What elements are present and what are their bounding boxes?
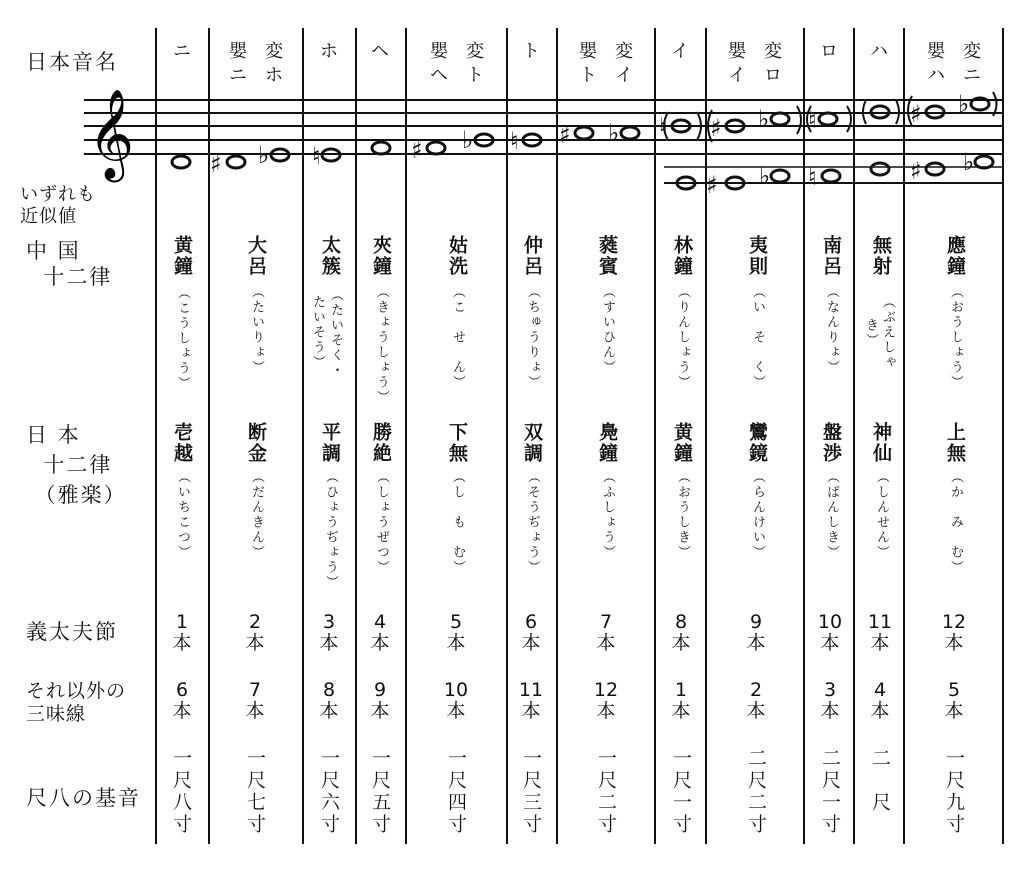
sharp-icon: ♯ — [910, 157, 922, 185]
note-head — [819, 113, 837, 125]
natural-icon: ♮ — [510, 127, 519, 155]
note-head — [372, 142, 390, 154]
chinese-reading: （たいそく・たいそう） — [310, 287, 343, 378]
chinese-reading: （すいひん） — [600, 285, 615, 375]
gidayu-count: 8 本 — [671, 611, 691, 654]
note-head — [871, 163, 889, 175]
chinese-reading: （たいりょ） — [249, 285, 264, 375]
shakuhachi-length: 一尺四寸 — [445, 748, 467, 836]
note-name: 嬰 変 ト イ — [579, 41, 633, 86]
sharp-icon: ♯ — [210, 150, 222, 178]
chinese-pitch: 林鐘 — [671, 235, 693, 277]
japanese-reading: （おうしき） — [675, 470, 690, 560]
japanese-pitch: 平調 — [319, 422, 341, 464]
chinese-pitch: 蕤賓 — [596, 235, 618, 277]
chinese-reading: （きょうしょう） — [374, 285, 389, 405]
note-name: ロ — [820, 41, 838, 62]
chinese-pitch: 太簇 — [319, 235, 341, 277]
chinese-pitch: 大呂 — [245, 235, 267, 277]
flat-icon: ♭ — [963, 148, 975, 176]
row-label-japanese-12: 日 本 十二律 （雅楽） — [26, 423, 127, 507]
row-label-japanese-note: 日本音名 — [26, 50, 118, 74]
shakuhachi-length: 二尺一寸 — [819, 748, 841, 836]
shamisen-count: 5 本 — [944, 679, 964, 722]
gidayu-count: 2 本 — [245, 611, 265, 654]
shamisen-count: 7 本 — [245, 679, 265, 722]
note-name: ト — [522, 41, 540, 62]
paren-right — [797, 106, 801, 134]
shamisen-count: 9 本 — [370, 679, 390, 722]
flat-icon: ♭ — [258, 141, 270, 169]
flat-icon: ♭ — [758, 105, 770, 133]
shamisen-count: 2 本 — [746, 679, 766, 722]
note-head — [172, 156, 190, 168]
japanese-pitch: 黄鐘 — [671, 422, 693, 464]
chinese-reading: （りんしょう） — [675, 285, 690, 390]
gidayu-count: 12 本 — [941, 611, 967, 654]
shamisen-count: 1 本 — [671, 679, 691, 722]
japanese-pitch: 双調 — [521, 422, 543, 464]
note-head — [621, 127, 639, 139]
row-label-shakuhachi: 尺八の基音 — [26, 786, 141, 810]
japanese-pitch: 断金 — [245, 422, 267, 464]
note-head — [575, 127, 593, 139]
sharp-icon: ♯ — [706, 171, 718, 199]
gidayu-count: 10 本 — [817, 611, 843, 654]
shamisen-count: 8 本 — [319, 679, 339, 722]
natural-icon: ♮ — [312, 142, 321, 170]
flat-icon: ♭ — [608, 119, 620, 147]
chinese-reading: （こうしょう） — [175, 286, 190, 391]
chinese-pitch: 南呂 — [820, 235, 842, 277]
note-head — [227, 156, 245, 168]
row-label-chinese-12: 中 国 十二律 — [26, 239, 113, 289]
chinese-pitch: 姑洗 — [446, 235, 468, 277]
gidayu-count: 4 本 — [370, 611, 390, 654]
note-head — [926, 163, 944, 175]
row-label-gidayu: 義太夫節 — [26, 620, 118, 644]
note-name: ハ — [870, 41, 888, 62]
chinese-reading: （おうしょう） — [948, 285, 963, 390]
gidayu-count: 6 本 — [521, 611, 541, 654]
gidayu-count: 9 本 — [746, 611, 766, 654]
shamisen-count: 3 本 — [820, 679, 840, 722]
chinese-pitch: 無射 — [870, 235, 892, 277]
note-head — [822, 170, 840, 182]
note-name: ホ — [320, 41, 338, 62]
japanese-pitch: 勝絶 — [370, 422, 392, 464]
chinese-reading: （なんりょ） — [824, 285, 839, 375]
note-head — [975, 156, 993, 168]
japanese-reading: （そうぢょう） — [525, 470, 540, 575]
note-name: ニ — [173, 41, 191, 62]
note-head — [771, 113, 789, 125]
sharp-icon: ♯ — [710, 114, 722, 142]
note-name: 嬰 変 ハ ニ — [927, 41, 981, 86]
japanese-reading: （ふしょう） — [600, 470, 615, 560]
note-name: 嬰 変 ヘ ト — [430, 41, 484, 86]
japanese-reading: （らんけい） — [750, 470, 765, 560]
chinese-pitch: 夷則 — [746, 235, 768, 277]
gidayu-count: 7 本 — [596, 611, 616, 654]
japanese-reading: （いちこつ） — [175, 470, 190, 560]
japanese-reading: （しんせん） — [874, 470, 889, 560]
japanese-pitch: 盤渉 — [820, 422, 842, 464]
flat-icon: ♭ — [958, 90, 970, 118]
shamisen-count: 4 本 — [870, 679, 890, 722]
sharp-icon: ♯ — [910, 100, 922, 128]
note-name: ヘ — [371, 41, 389, 62]
natural-icon: ♮ — [808, 106, 817, 134]
sharp-icon: ♯ — [559, 121, 571, 149]
shakuhachi-length: 一尺一寸 — [670, 748, 692, 836]
gidayu-count: 11 本 — [867, 611, 893, 654]
chinese-pitch: 應鐘 — [944, 235, 966, 277]
japanese-reading: （だんきん） — [249, 470, 264, 560]
japanese-pitch: 神仙 — [870, 422, 892, 464]
japanese-pitch: 壱越 — [171, 422, 193, 464]
shakuhachi-length: 一尺八寸 — [170, 748, 192, 836]
chinese-reading: （ぶえしゃき） — [863, 295, 895, 370]
note-head — [427, 142, 445, 154]
shakuhachi-length: 一尺五寸 — [369, 748, 391, 836]
paren-right — [847, 106, 851, 132]
japanese-reading: （ばんしき） — [824, 470, 839, 560]
japanese-pitch: 上無 — [944, 422, 966, 464]
chinese-reading: （い そ く） — [750, 285, 765, 390]
shamisen-count: 6 本 — [172, 679, 192, 722]
chinese-reading: （こ せ ん） — [450, 285, 465, 390]
natural-icon: ♮ — [659, 113, 668, 141]
gidayu-count: 3 本 — [319, 611, 339, 654]
japanese-reading: （か み む） — [948, 470, 963, 575]
gidayu-count: 1 本 — [172, 611, 192, 654]
shamisen-count: 11 本 — [518, 679, 544, 722]
note-head — [771, 170, 789, 182]
sharp-icon: ♯ — [411, 136, 423, 164]
gidayu-count: 5 本 — [446, 611, 466, 654]
shakuhachi-length: 一尺九寸 — [943, 748, 965, 836]
japanese-pitch: 鳧鐘 — [596, 422, 618, 464]
chinese-reading: （ちゅうりょ） — [525, 285, 540, 390]
japanese-reading: （ひょうぢょう） — [323, 470, 338, 590]
shakuhachi-length: 一尺六寸 — [318, 748, 340, 836]
shamisen-count: 12 本 — [593, 679, 619, 722]
japanese-reading: （しょうぜつ） — [374, 470, 389, 575]
note-heads — [172, 98, 993, 189]
row-label-shamisen-other: それ以外の 三味線 — [26, 680, 127, 725]
japanese-pitch: 鸞鏡 — [746, 422, 768, 464]
shakuhachi-length: 一尺七寸 — [244, 748, 266, 836]
row-label-approx: いずれも 近似値 — [20, 184, 96, 227]
shakuhachi-length: 一尺二寸 — [595, 748, 617, 836]
flat-icon: ♭ — [462, 126, 474, 154]
shakuhachi-length: 二 尺 — [869, 748, 891, 814]
chinese-pitch: 夾鐘 — [370, 235, 392, 277]
shakuhachi-length: 一尺三寸 — [520, 748, 542, 836]
chinese-pitch: 仲呂 — [521, 235, 543, 277]
chinese-pitch: 黄鐘 — [171, 235, 193, 277]
japanese-pitch: 下無 — [446, 422, 468, 464]
note-name: 嬰 変 イ ロ — [728, 41, 782, 86]
treble-clef-icon: 𝄞 — [88, 89, 135, 179]
flat-icon: ♭ — [759, 162, 771, 190]
note-name: 嬰 変 ニ ホ — [229, 41, 283, 86]
note-name: イ — [671, 41, 689, 62]
shakuhachi-length: 二尺二寸 — [745, 748, 767, 836]
natural-icon: ♮ — [808, 163, 817, 191]
japanese-reading: （し も む） — [450, 470, 465, 575]
shamisen-count: 10 本 — [443, 679, 469, 722]
